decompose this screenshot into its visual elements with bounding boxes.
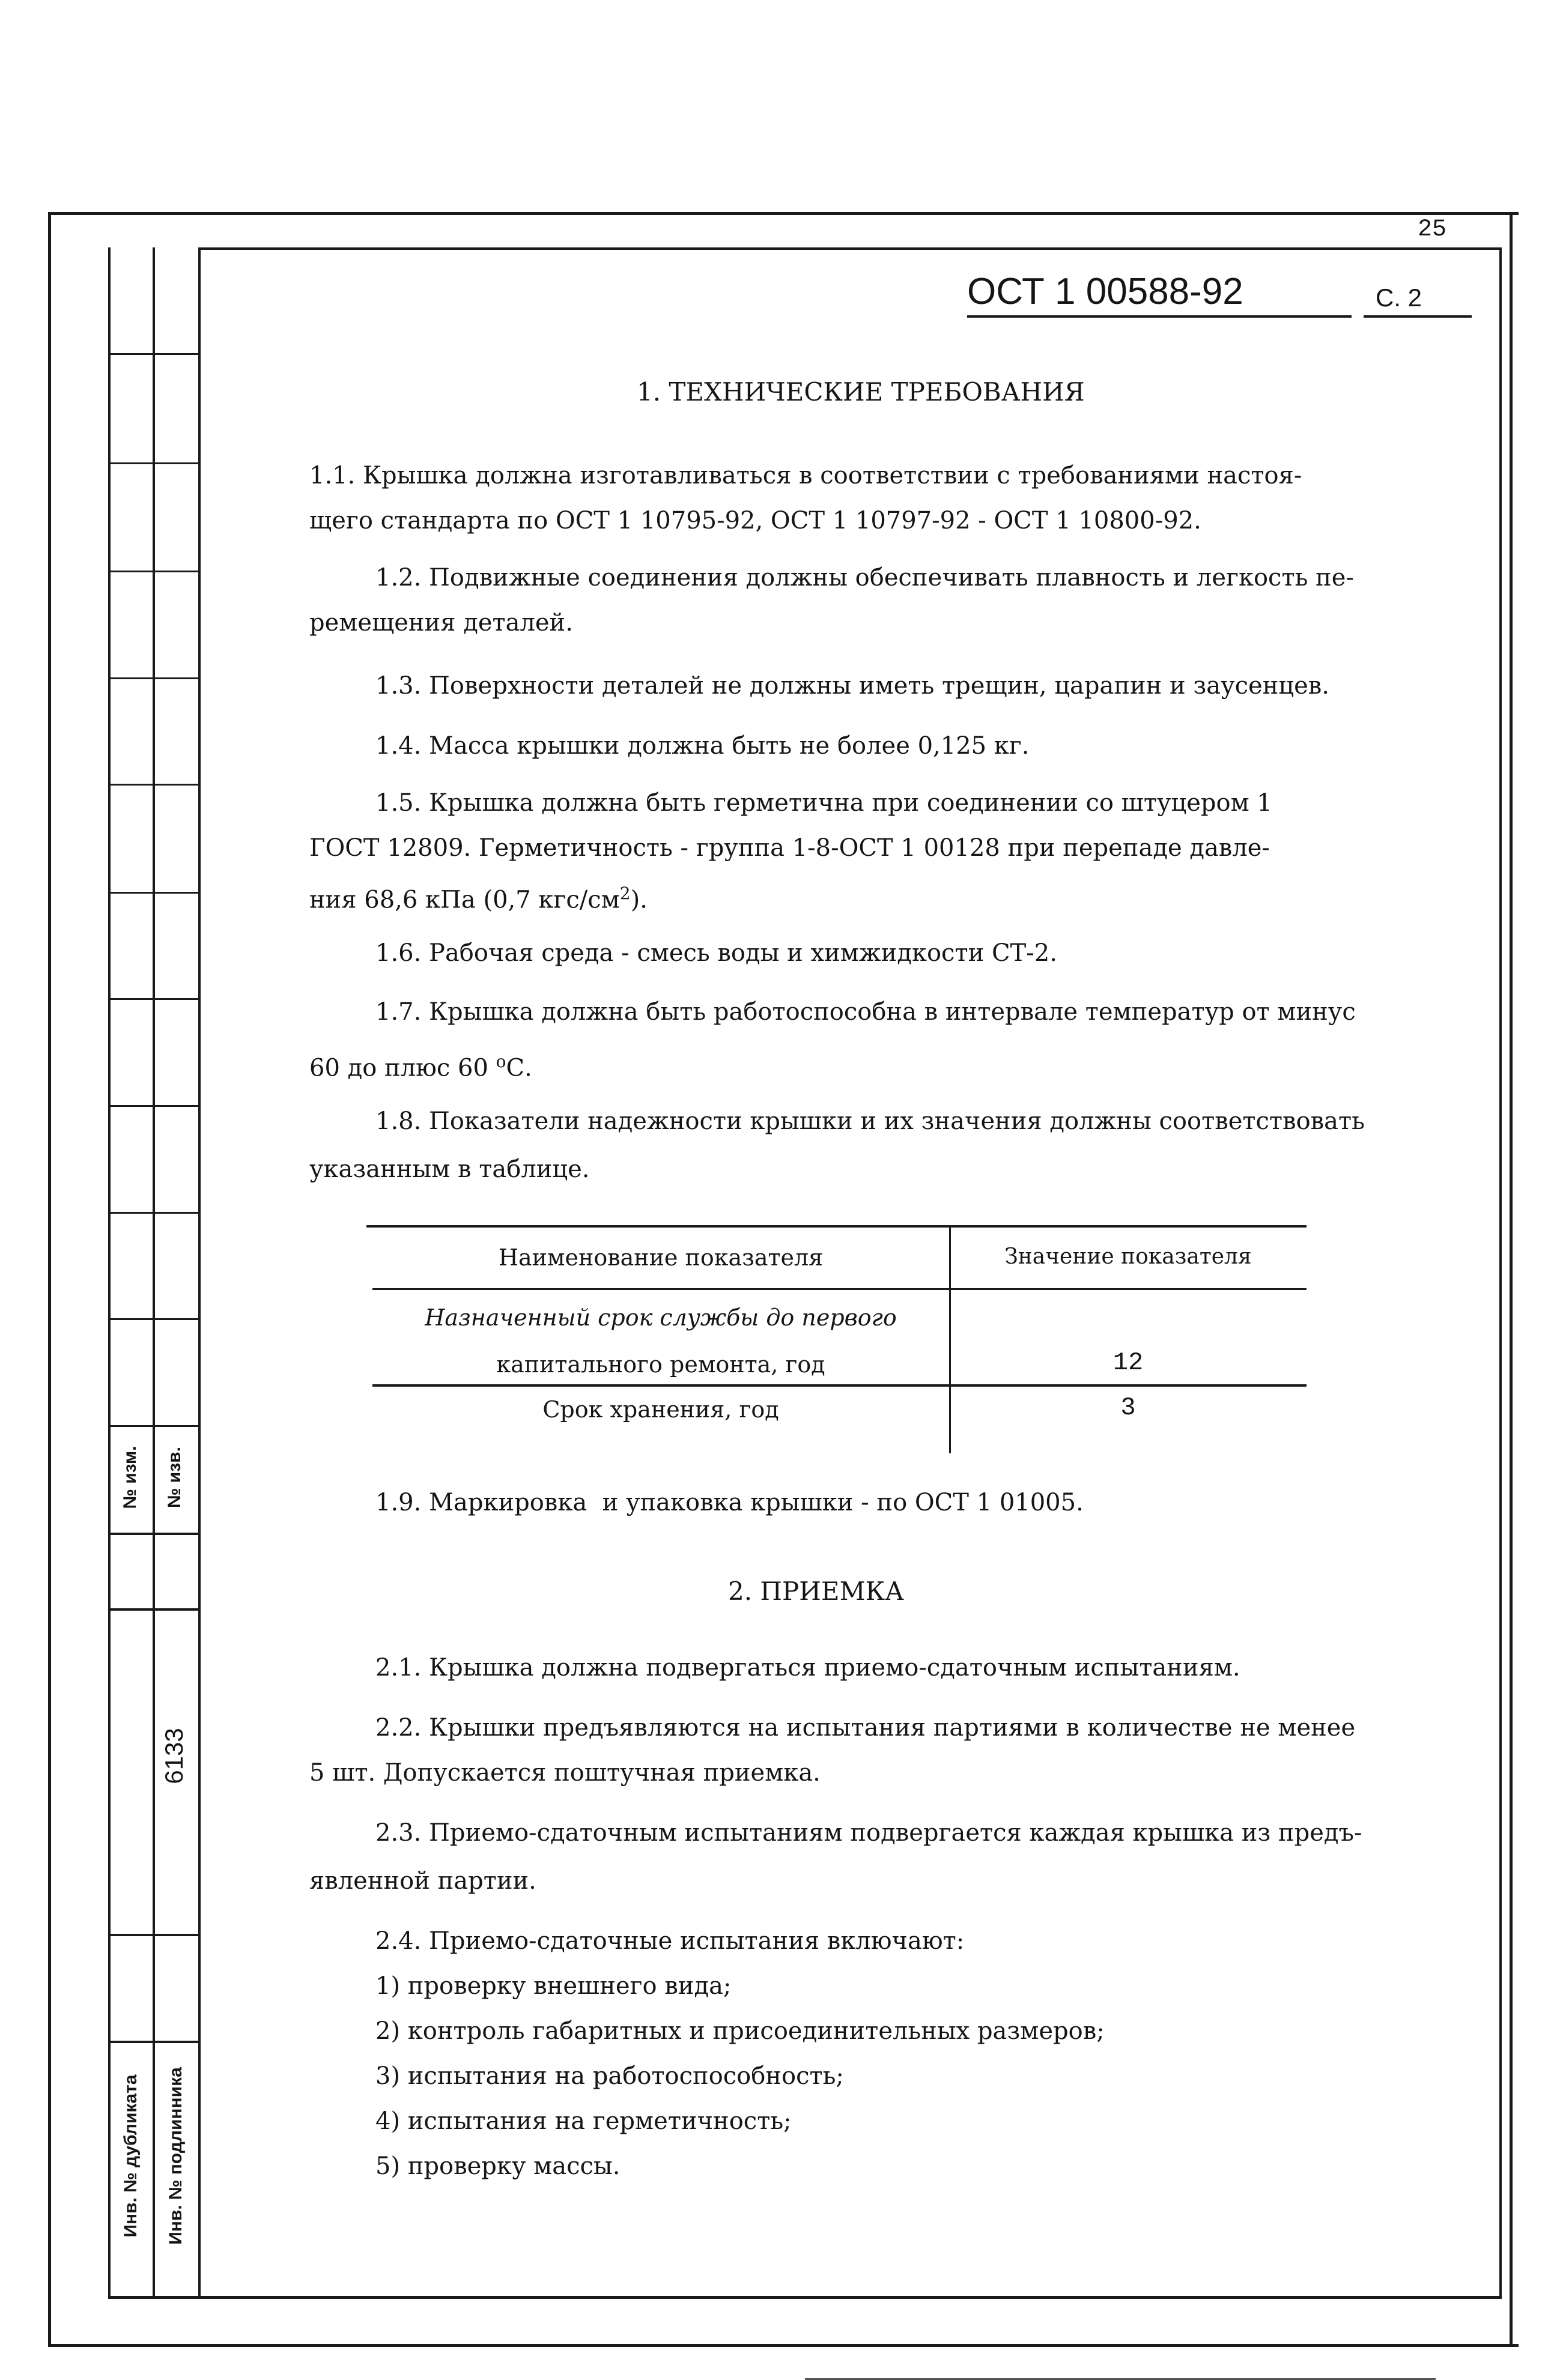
list-item: 2) контроль габаритных и присоединительных размеров; — [375, 2017, 1105, 2045]
list-item: 1) проверку внешнего вида; — [375, 1972, 732, 2000]
stamp-row-line — [108, 1318, 199, 1320]
paragraph-1-5-line-3-end: ). — [630, 886, 648, 914]
paragraph-1-2 — [375, 556, 1354, 601]
stamp-row-line — [108, 998, 199, 1000]
table-header-name: Наименование показателя — [498, 1244, 824, 1271]
frame-left-border — [48, 212, 51, 2344]
paragraph-1-7-line-2: 60 до плюс 60 — [309, 1054, 496, 1082]
list-item: 5) проверку массы. — [375, 2152, 621, 2180]
table-header-value: Значение показателя — [1004, 1244, 1252, 1269]
paragraph-1-5-line-3-container — [309, 871, 648, 922]
paragraph-1-6: 1.6. Рабочая среда - смесь воды и химжидкости СТ-2. — [375, 939, 1057, 967]
stamp-row-line — [108, 892, 199, 894]
paragraph-1-1 — [309, 453, 1302, 498]
stamp-row-line — [108, 462, 199, 464]
paragraph-2-2 — [375, 1706, 1355, 1751]
degree-superscript: о — [496, 1052, 506, 1071]
paragraph-2-3 — [375, 1811, 1362, 1856]
paragraph-1-2-line-1: 1.2. Подвижные соединения должны обеспечивать плавность и легкость пе- — [375, 564, 1354, 592]
paragraph-1-2-continued — [309, 601, 573, 646]
paragraph-2-4: 2.4. Приемо-сдаточные испытания включают: — [375, 1927, 965, 1955]
stamp-row-line — [108, 571, 199, 572]
inner-top-border — [198, 247, 1502, 250]
paragraph-2-1: 2.1. Крышка должна подвергаться приемо-сдаточным испытаниям. — [375, 1654, 1240, 1682]
paragraph-1-5-line-2: ГОСТ 12809. Герметичность - группа 1-8-ОСТ 1 00128 при перепаде давле- — [309, 834, 1270, 862]
table-row-1-value: 12 — [1112, 1348, 1144, 1377]
section-2-title: 2. ПРИЕМКА — [728, 1576, 904, 1606]
document-code-underline — [967, 315, 1352, 318]
paragraph-1-3: 1.3. Поверхности деталей не должны иметь трещин, царапин и заусенцев. — [375, 672, 1329, 700]
sheet-underline — [1364, 315, 1472, 318]
list-item: 4) испытания на герметичность; — [375, 2107, 792, 2135]
stamp-row-line — [108, 2041, 199, 2043]
paragraph-2-3-line-2-container — [309, 1859, 536, 1904]
table-header-bottom-line — [372, 1288, 1307, 1290]
table-top-line — [366, 1225, 1307, 1228]
list-item: 3) испытания на работоспособность; — [375, 2062, 844, 2090]
paragraph-1-5-line-1: 1.5. Крышка должна быть герметична при соединении со штуцером 1 — [375, 789, 1272, 817]
sheet-number: С. 2 — [1376, 283, 1422, 312]
original-inventory-label: Инв. № подлинника — [166, 2067, 186, 2245]
stamp-row-line — [108, 1934, 199, 1936]
table-row-2-name: Срок хранения, год — [542, 1396, 779, 1423]
paragraph-1-1-continued — [309, 498, 1201, 544]
paragraph-1-8-line-2: указанным в таблице. — [309, 1155, 590, 1183]
paragraph-1-7-line-2-end: С. — [506, 1054, 532, 1082]
original-number-value: 6133 — [160, 1728, 188, 1784]
paragraph-1-7-line-2-container — [309, 1039, 532, 1091]
paragraph-1-1-line-2: щего стандарта по ОСТ 1 10795-92, ОСТ 1 10797-92 - ОСТ 1 10800-92. — [309, 507, 1201, 534]
table-row-separator — [372, 1384, 1307, 1387]
frame-bottom-border — [48, 2344, 1519, 2347]
page-number: 25 — [1418, 216, 1447, 243]
paragraph-1-8 — [375, 1099, 1365, 1144]
paragraph-1-4: 1.4. Масса крышки должна быть не более 0,125 кг. — [375, 732, 1030, 760]
paragraph-1-5-line-2-container — [309, 826, 1270, 871]
paragraph-1-8-line-2-container — [309, 1147, 590, 1192]
table-row-1-name-line-2: капитального ремонта, год — [496, 1351, 825, 1378]
paragraph-2-2-line-2: 5 шт. Допускается поштучная приемка. — [309, 1759, 821, 1787]
paragraph-1-9: 1.9. Маркировка и упаковка крышки - по ОСТ 1 01005. — [375, 1489, 1084, 1516]
stamp-row-line — [108, 784, 199, 786]
duplicate-inventory-label: Инв. № дубликата — [121, 2074, 141, 2238]
frame-top-border — [48, 212, 1519, 215]
paragraph-1-8-line-1: 1.8. Показатели надежности крышки и их значения должны соответствовать — [375, 1107, 1365, 1135]
paragraph-2-3-line-2: явленной партии. — [309, 1867, 536, 1895]
stamp-col-line-1 — [108, 247, 111, 2298]
paragraph-2-3-line-1: 2.3. Приемо-сдаточным испытаниям подвергается каждая крышка из предъ- — [375, 1819, 1362, 1847]
stamp-col-line-2 — [153, 247, 155, 2298]
inner-bottom-border — [108, 2296, 1502, 2299]
stamp-col-line-3 — [198, 247, 201, 2298]
izm-number-label: № изм. — [120, 1446, 140, 1509]
stamp-row-line — [108, 1608, 199, 1611]
table-row-2-value: 3 — [1120, 1393, 1136, 1422]
table-row-1-name-line-1: Назначенный срок службы до первого — [425, 1304, 897, 1331]
paragraph-2-2-line-2-container — [309, 1751, 821, 1796]
document-code: ОСТ 1 00588-92 — [967, 271, 1243, 312]
paragraph-1-2-line-2: ремещения деталей. — [309, 609, 573, 637]
stamp-row-line — [108, 353, 199, 355]
paragraph-2-2-line-1: 2.2. Крышки предъявляются на испытания партиями в количестве не менее — [375, 1714, 1356, 1742]
stamp-row-line — [108, 677, 199, 679]
inner-right-border — [1499, 247, 1502, 2298]
paragraph-1-1-line-1: 1.1. Крышка должна изготавливаться в соответствии с требованиями настоя- — [309, 462, 1302, 489]
section-1-title: 1. ТЕХНИЧЕСКИЕ ТРЕБОВАНИЯ — [637, 377, 1085, 407]
superscript-2: 2 — [619, 883, 631, 903]
stamp-row-line — [108, 1212, 199, 1214]
paragraph-1-7-line-1: 1.7. Крышка должна быть работоспособна в интервале температур от минус — [375, 998, 1356, 1026]
paragraph-1-7 — [375, 990, 1356, 1035]
frame-right-border — [1510, 212, 1513, 2344]
paragraph-1-5 — [375, 781, 1272, 826]
izv-number-label: № изв. — [165, 1447, 184, 1508]
stamp-row-line — [108, 1105, 199, 1107]
paragraph-1-5-line-3: ния 68,6 кПа (0,7 кгс/см — [309, 886, 620, 914]
